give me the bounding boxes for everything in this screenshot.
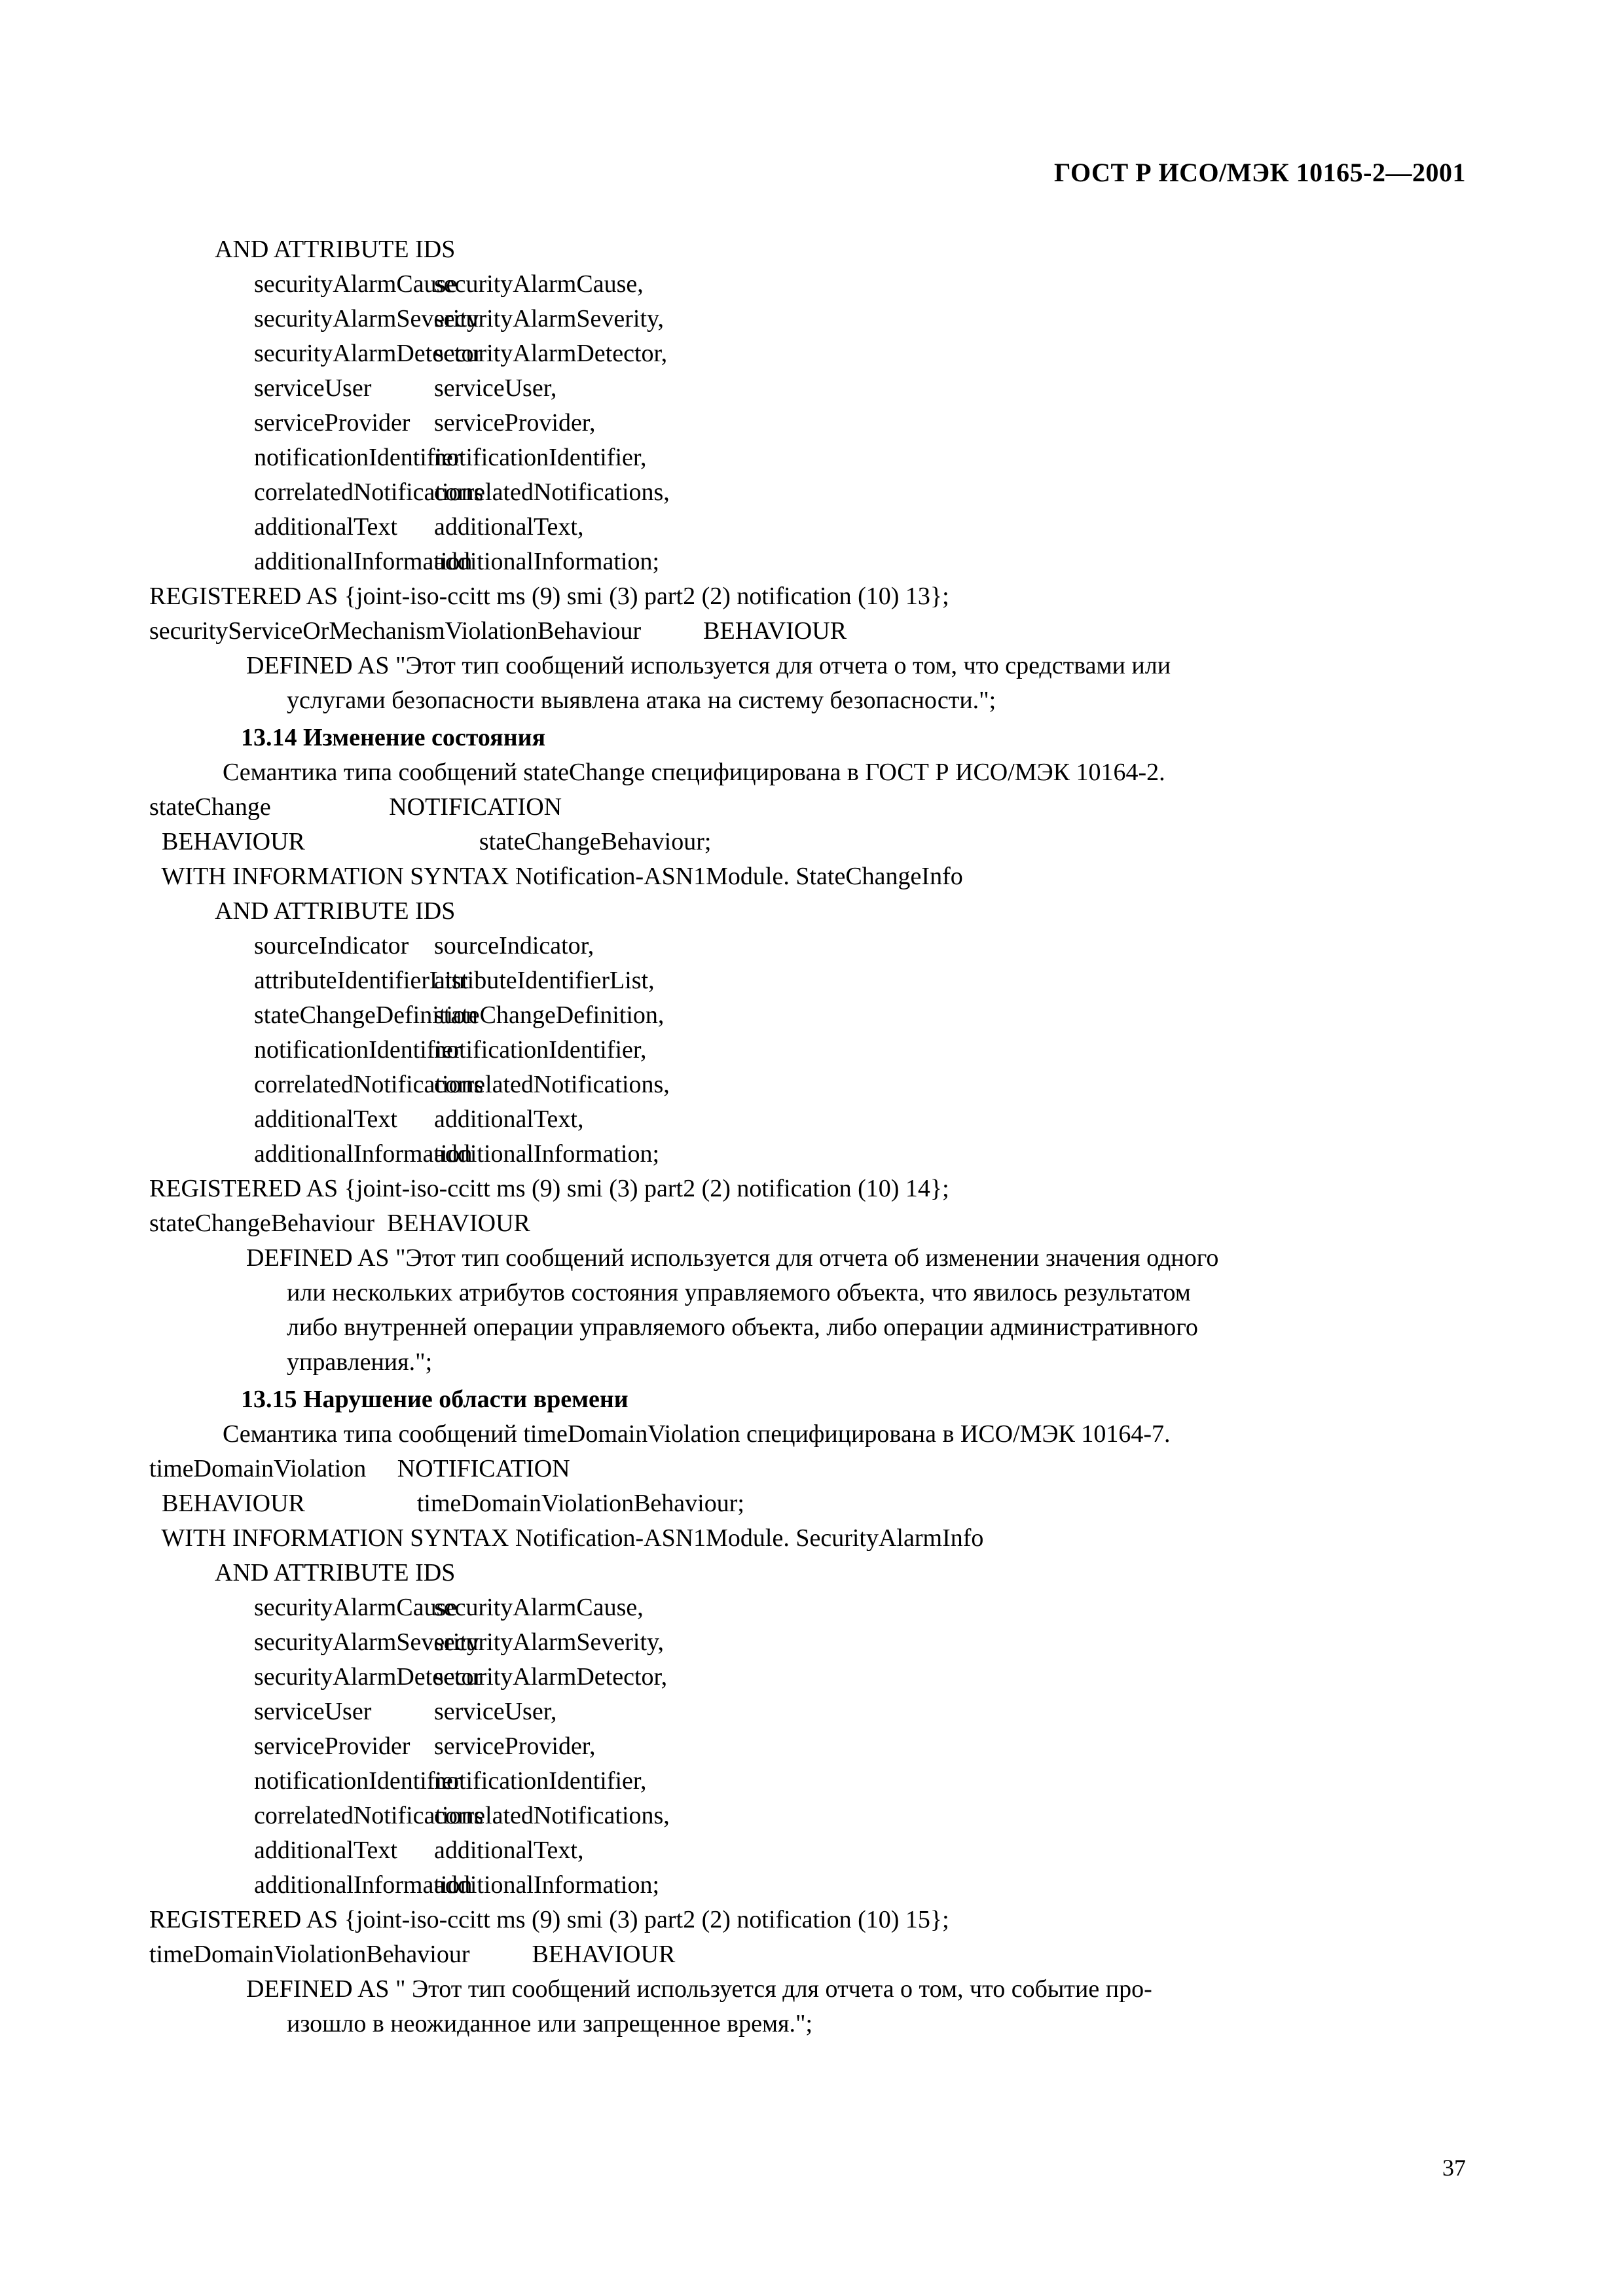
attribute-value: stateChangeDefinition,	[434, 1001, 665, 1029]
attribute-name: additionalInformation	[254, 548, 473, 575]
defined-as-continuation: либо внутренней операции управляемого объекта, либо операции административного	[287, 1314, 1198, 1341]
attribute-row	[149, 302, 1478, 336]
attribute-name: correlatedNotifications	[254, 478, 484, 506]
notification-declaration-13-14: stateChange NOTIFICATION	[149, 793, 562, 821]
defined-as-paragraph-2	[149, 1241, 1478, 1380]
attribute-row	[149, 406, 1478, 440]
attribute-name: securityAlarmCause	[254, 270, 458, 298]
attribute-value: securityAlarmDetector,	[434, 340, 668, 367]
attribute-value: additionalText,	[434, 1105, 584, 1133]
attribute-name: securityAlarmDetector	[254, 1663, 483, 1691]
attribute-name: serviceProvider	[254, 1732, 410, 1760]
attribute-row	[149, 929, 1478, 963]
attribute-row	[149, 510, 1478, 545]
attribute-row	[149, 1764, 1478, 1799]
attribute-value: sourceIndicator,	[434, 932, 594, 960]
attribute-row	[149, 545, 1478, 579]
attribute-value: securityAlarmSeverity,	[434, 305, 665, 332]
attribute-row	[149, 1102, 1478, 1137]
attribute-name: sourceIndicator	[254, 932, 409, 960]
attribute-value: serviceUser,	[434, 374, 557, 402]
with-information-syntax-13-15: WITH INFORMATION SYNTAX Notification-ASN1Module. SecurityAlarmInfo	[149, 1524, 984, 1552]
semantics-line-13-14: Семантика типа сообщений stateChange специфицирована в ГОСТ Р ИСО/МЭК 10164-2.	[223, 759, 1165, 786]
attribute-value: notificationIdentifier,	[434, 444, 647, 471]
attribute-name: serviceProvider	[254, 409, 410, 437]
defined-as-continuation: изошло в неожиданное или запрещенное время.";	[287, 2010, 813, 2037]
attribute-name: additionalInformation	[254, 1871, 473, 1899]
attribute-row	[149, 1067, 1478, 1102]
attribute-name: securityAlarmSeverity	[254, 1628, 480, 1656]
behaviour-declaration-3: timeDomainViolationBehaviour BEHAVIOUR	[149, 1941, 676, 1968]
attribute-row	[149, 1868, 1478, 1903]
section-heading-13-15: 13.15 Нарушение области времени	[241, 1386, 629, 1413]
attribute-row	[149, 371, 1478, 406]
behaviour-declaration-2: stateChangeBehaviour BEHAVIOUR	[149, 1210, 530, 1237]
attribute-name: correlatedNotifications	[254, 1071, 484, 1098]
defined-as-continuation: или нескольких атрибутов состояния управляемого объекта, что явилось результатом	[287, 1279, 1191, 1306]
defined-as-continuation: услугами безопасности выявлена атака на систему безопасности.";	[287, 687, 996, 714]
attribute-value: notificationIdentifier,	[434, 1036, 647, 1064]
and-attribute-ids-label-3: AND ATTRIBUTE IDS	[215, 1559, 456, 1587]
attribute-name: stateChangeDefinition	[254, 1001, 478, 1029]
defined-as-text: DEFINED AS " Этот тип сообщений используется для отчета о том, что событие про-	[246, 1975, 1152, 2003]
attribute-row	[149, 440, 1478, 475]
page-header-standard-title: ГОСТ Р ИСО/МЭК 10165-2—2001	[1054, 158, 1466, 187]
attribute-row	[149, 1799, 1478, 1833]
attribute-name: securityAlarmSeverity	[254, 305, 480, 332]
attribute-value: additionalInformation;	[434, 1140, 660, 1168]
attribute-name: notificationIdentifier	[254, 444, 462, 471]
defined-as-continuation: управления.";	[287, 1348, 433, 1376]
attribute-name: attributeIdentifierList	[254, 967, 469, 994]
attribute-value: securityAlarmCause,	[434, 270, 644, 298]
attribute-value: securityAlarmDetector,	[434, 1663, 668, 1691]
attribute-row	[149, 475, 1478, 510]
attribute-value: serviceUser,	[434, 1698, 557, 1725]
defined-as-paragraph-3	[149, 1972, 1478, 2041]
notification-declaration-13-15: timeDomainViolation NOTIFICATION	[149, 1455, 570, 1482]
attribute-name: additionalText	[254, 1837, 397, 1864]
behaviour-declaration-1: securityServiceOrMechanismViolationBehaviour BEHAVIOUR	[149, 617, 847, 645]
attribute-value: additionalInformation;	[434, 1871, 660, 1899]
with-information-syntax-13-14: WITH INFORMATION SYNTAX Notification-ASN1Module. StateChangeInfo	[149, 863, 963, 890]
document-body	[149, 232, 1478, 2041]
attribute-name: notificationIdentifier	[254, 1767, 462, 1795]
attribute-name: notificationIdentifier	[254, 1036, 462, 1064]
attribute-row	[149, 336, 1478, 371]
attribute-value: serviceProvider,	[434, 1732, 596, 1760]
attribute-value: attributeIdentifierList,	[434, 967, 655, 994]
attribute-row	[149, 1033, 1478, 1067]
attribute-name: securityAlarmDetector	[254, 340, 483, 367]
attribute-value: correlatedNotifications,	[434, 1802, 670, 1829]
attribute-name: serviceUser	[254, 374, 372, 402]
attribute-name: additionalText	[254, 1105, 397, 1133]
registered-as-line-1: REGISTERED AS {joint-iso-ccitt ms (9) smi (3) part2 (2) notification (10) 13};	[149, 583, 949, 610]
attribute-row	[149, 998, 1478, 1033]
attribute-name: additionalInformation	[254, 1140, 473, 1168]
attribute-value: correlatedNotifications,	[434, 478, 670, 506]
attribute-row	[149, 963, 1478, 998]
attribute-value: securityAlarmSeverity,	[434, 1628, 665, 1656]
behaviour-line-13-15: BEHAVIOUR timeDomainViolationBehaviour;	[149, 1490, 744, 1517]
attribute-row	[149, 1590, 1478, 1625]
attribute-value: notificationIdentifier,	[434, 1767, 647, 1795]
registered-as-line-3: REGISTERED AS {joint-iso-ccitt ms (9) smi (3) part2 (2) notification (10) 15};	[149, 1906, 949, 1933]
attribute-value: correlatedNotifications,	[434, 1071, 670, 1098]
attribute-name: correlatedNotifications	[254, 1802, 484, 1829]
attribute-row	[149, 1660, 1478, 1695]
attribute-row	[149, 1833, 1478, 1868]
defined-as-paragraph-1	[149, 649, 1478, 718]
attribute-name: additionalText	[254, 513, 397, 541]
attribute-row	[149, 267, 1478, 302]
attribute-value: additionalInformation;	[434, 548, 660, 575]
attribute-row	[149, 1695, 1478, 1729]
attribute-value: additionalText,	[434, 513, 584, 541]
attribute-name: securityAlarmCause	[254, 1594, 458, 1621]
attribute-row	[149, 1625, 1478, 1660]
behaviour-line-13-14: BEHAVIOUR stateChangeBehaviour;	[149, 828, 712, 855]
defined-as-text: DEFINED AS "Этот тип сообщений используется для отчета об изменении значения одного	[246, 1244, 1219, 1272]
attribute-row	[149, 1729, 1478, 1764]
attribute-value: securityAlarmCause,	[434, 1594, 644, 1621]
and-attribute-ids-label-2: AND ATTRIBUTE IDS	[215, 897, 456, 925]
attribute-value: additionalText,	[434, 1837, 584, 1864]
semantics-line-13-15: Семантика типа сообщений timeDomainViolation специфицирована в ИСО/МЭК 10164-7.	[223, 1420, 1171, 1448]
attribute-value: serviceProvider,	[434, 409, 596, 437]
attribute-row	[149, 1137, 1478, 1172]
and-attribute-ids-label-1: AND ATTRIBUTE IDS	[215, 236, 456, 263]
attribute-name: serviceUser	[254, 1698, 372, 1725]
page-number: 37	[1442, 2155, 1466, 2181]
defined-as-text: DEFINED AS "Этот тип сообщений используется для отчета о том, что средствами или	[246, 652, 1171, 679]
section-heading-13-14: 13.14 Изменение состояния	[241, 724, 546, 751]
registered-as-line-2: REGISTERED AS {joint-iso-ccitt ms (9) smi (3) part2 (2) notification (10) 14};	[149, 1175, 949, 1202]
